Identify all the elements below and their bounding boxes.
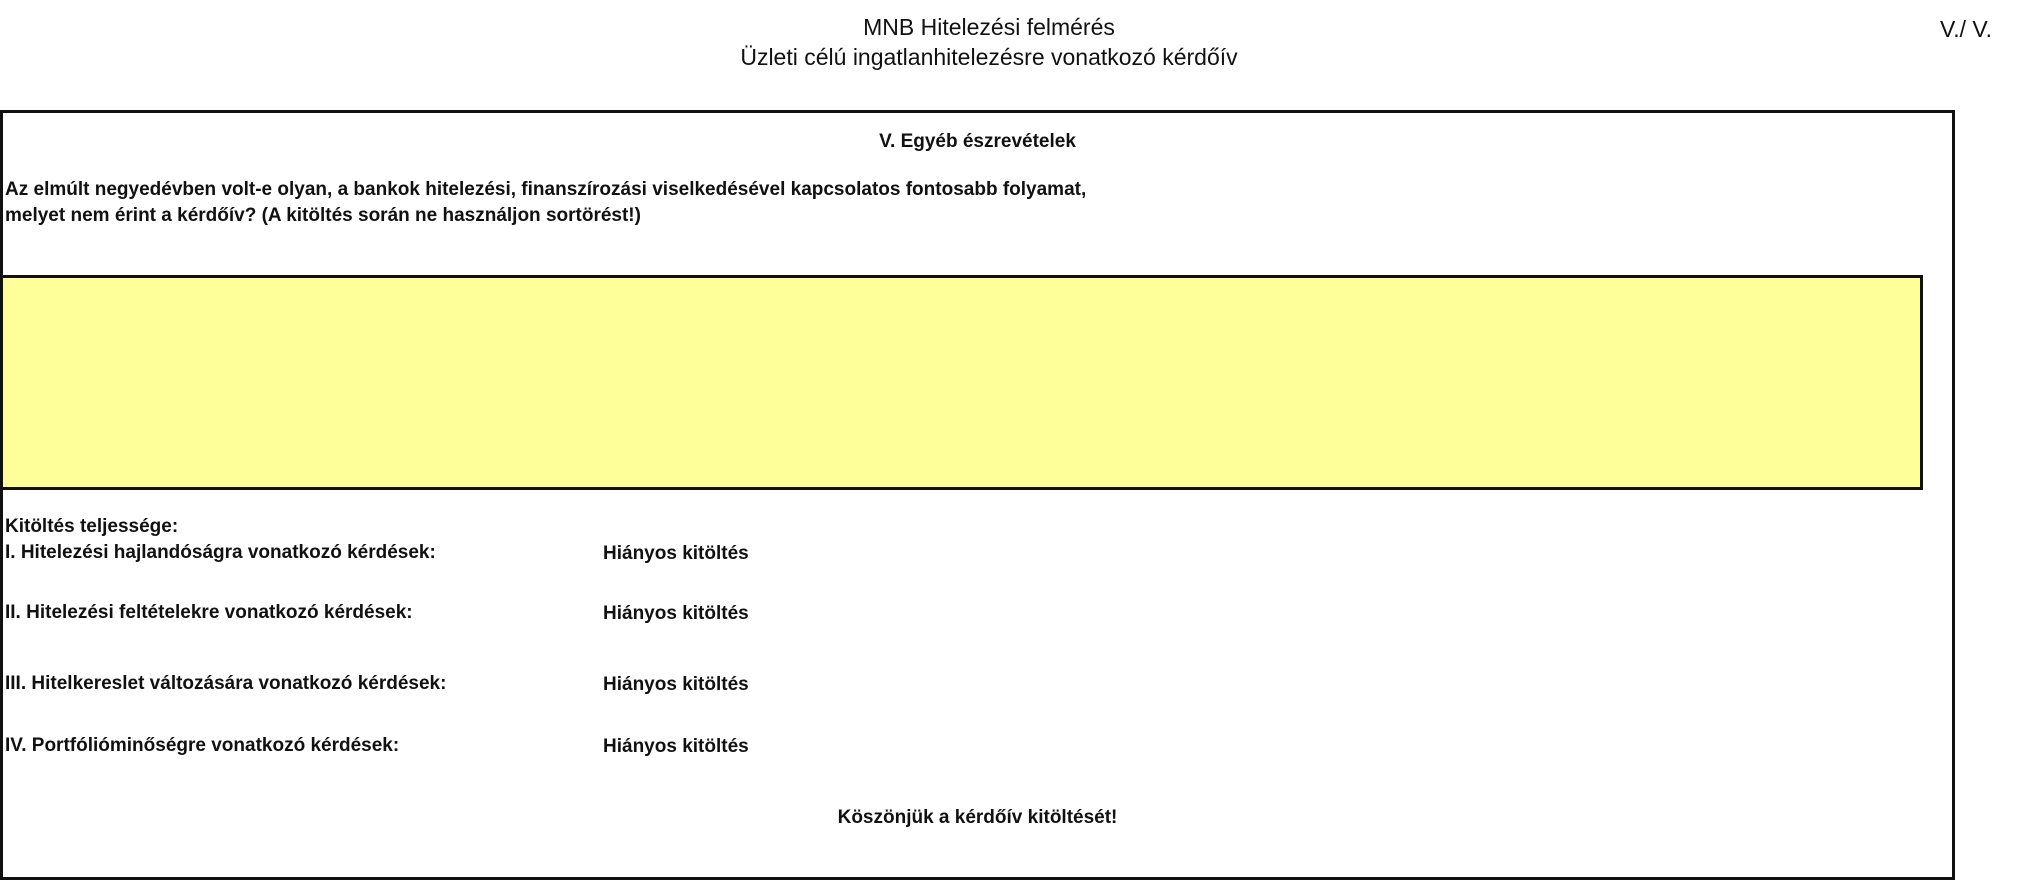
question-text-line1: Az elmúlt negyedévben volt-e olyan, a bankok hitelezési, finanszírozási viselkedésével kapcsolatos fontosabb folyamat, — [5, 179, 1087, 200]
completeness-row-status-2: Hiányos kitöltés — [603, 603, 749, 624]
completeness-row-label-4: IV. Portfólióminőségre vonatkozó kérdések: — [5, 735, 400, 756]
completeness-row-label-1: I. Hitelezési hajlandóságra vonatkozó kérdések: — [5, 542, 436, 563]
page-subtitle: Üzleti célú ingatlanhitelezésre vonatkozó kérdőív — [740, 44, 1238, 70]
completeness-row-label-3: III. Hitelkereslet változására vonatkozó kérdések: — [5, 673, 447, 694]
thank-you-message: Köszönjük a kérdőív kitöltését! — [837, 807, 1118, 828]
page-title: MNB Hitelezési felmérés — [863, 14, 1115, 40]
question-text-line2: melyet nem érint a kérdőív? (A kitöltés során ne használjon sortörést!) — [5, 205, 641, 226]
page-reference: V./ V. — [1940, 16, 1993, 42]
completeness-row-status-3: Hiányos kitöltés — [603, 674, 749, 695]
comments-input[interactable] — [0, 275, 1923, 490]
completeness-row-status-4: Hiányos kitöltés — [603, 736, 749, 757]
completeness-row-status-1: Hiányos kitöltés — [603, 543, 749, 564]
completeness-title: Kitöltés teljessége: — [5, 516, 179, 537]
section-title: V. Egyéb észrevételek — [879, 131, 1076, 152]
completeness-row-label-2: II. Hitelezési feltételekre vonatkozó kérdések: — [5, 602, 413, 623]
